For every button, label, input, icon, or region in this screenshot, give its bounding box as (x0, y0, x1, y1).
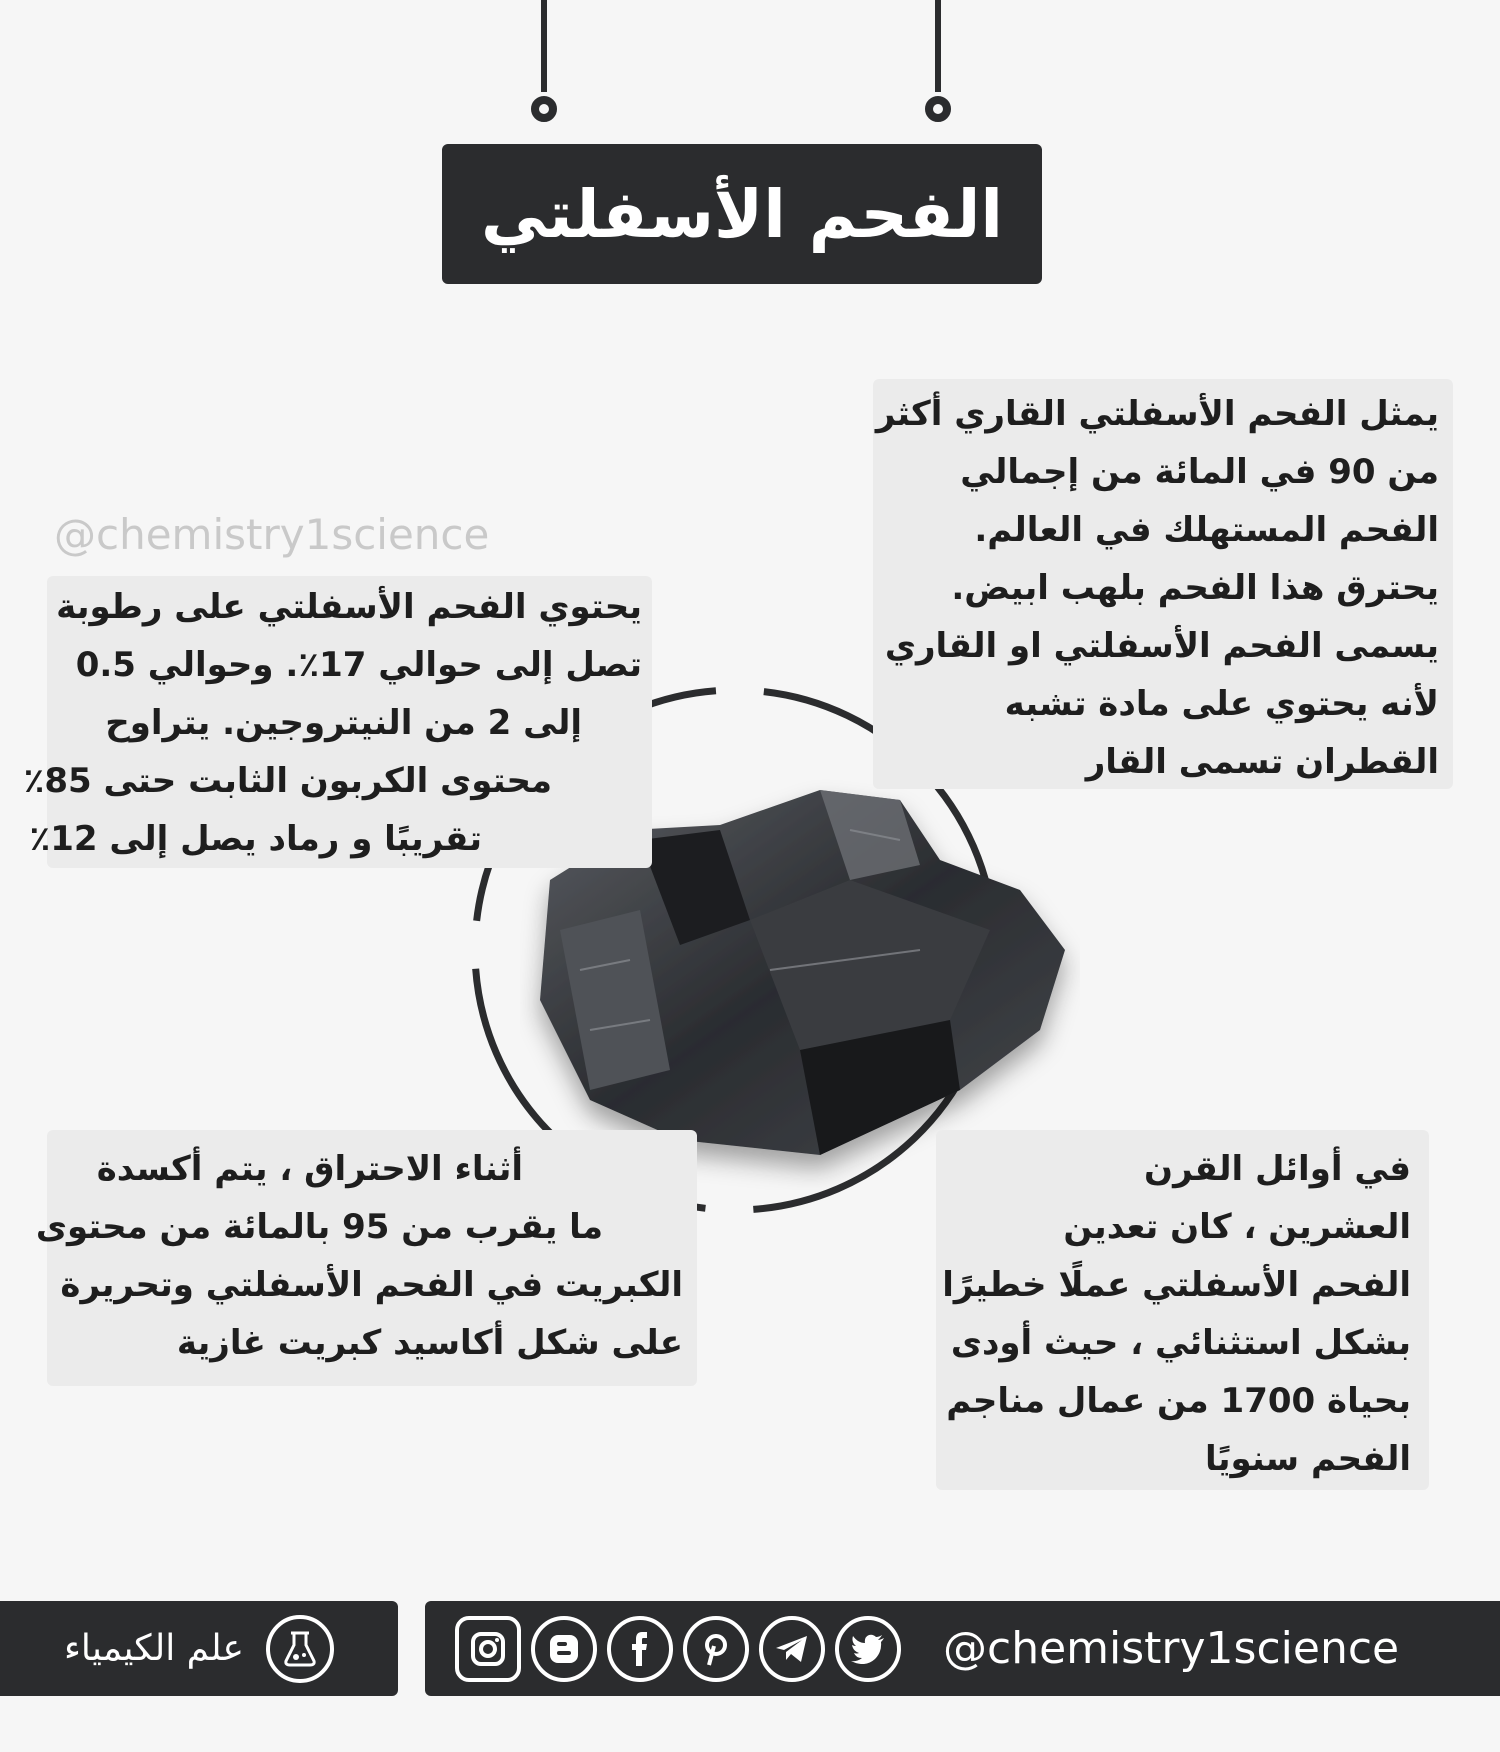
telegram-icon[interactable] (759, 1616, 825, 1682)
social-icons (455, 1616, 901, 1682)
panel-line: يسمى الفحم الأسفلتي او القاري (884, 626, 1439, 666)
panel-line: الفحم المستهلك في العالم. (974, 510, 1439, 550)
footer-handle[interactable]: @chemistry1science (943, 1623, 1400, 1674)
panel-line: على شكل أكاسيد كبريت غازية (176, 1323, 683, 1363)
panel-line: تصل إلى حوالي 17٪. وحوالي 0.5 (75, 645, 642, 685)
panel-line: ما يقرب من 95 بالمائة من محتوى (35, 1207, 603, 1247)
info-panel-top-right (873, 379, 1453, 789)
panel-line: الفحم سنويًا (1204, 1439, 1411, 1479)
info-panel-bottom-right (936, 1130, 1429, 1490)
panel-line: أثناء الاحتراق ، يتم أكسدة (96, 1149, 523, 1189)
panel-line: يحتوي الفحم الأسفلتي على رطوبة (56, 587, 642, 627)
panel-line: الكبريت في الفحم الأسفلتي وتحريرة (60, 1265, 683, 1305)
watermark-handle: @chemistry1science (54, 510, 490, 559)
panel-line: محتوى الكربون الثابت حتى 85٪ (23, 761, 552, 801)
panel-line: إلى 2 من النيتروجين. يتراوح (105, 703, 582, 743)
panel-line: في أوائل القرن (1144, 1149, 1411, 1189)
twitter-icon[interactable] (835, 1616, 901, 1682)
panel-line: بشكل استثنائي ، حيث أودى (950, 1323, 1411, 1363)
panel-line: من 90 في المائة من إجمالي (960, 452, 1439, 492)
footer-social-bar (425, 1601, 1500, 1696)
panel-line: القطران تسمى القار (1085, 742, 1439, 782)
lab-flask-icon (266, 1615, 334, 1683)
facebook-icon[interactable] (607, 1616, 673, 1682)
panel-line: الفحم الأسفلتي عملًا خطيرًا (942, 1265, 1411, 1305)
info-panel-bottom-left (35, 1130, 697, 1386)
brand-label: علم الكيمياء (63, 1628, 245, 1669)
panel-line: يحترق هذا الفحم بلهب ابيض. (951, 568, 1439, 608)
panel-line: بحياة 1700 من عمال مناجم (946, 1381, 1411, 1421)
instagram-icon[interactable] (455, 1616, 521, 1682)
panel-line: تقريبًا و رماد يصل إلى 12٪ (29, 819, 482, 859)
page-title-text: الفحم الأسفلتي (480, 175, 1004, 253)
blogger-icon[interactable] (531, 1616, 597, 1682)
footer-brand[interactable] (0, 1601, 398, 1696)
panel-line: يمثل الفحم الأسفلتي القاري أكثر (875, 394, 1439, 434)
panel-line: العشرين ، كان تعدين (1063, 1207, 1411, 1247)
panel-line: لأنه يحتوي على مادة تشبه (1004, 684, 1439, 724)
info-panel-top-left (23, 576, 652, 868)
pinterest-icon[interactable] (683, 1616, 749, 1682)
